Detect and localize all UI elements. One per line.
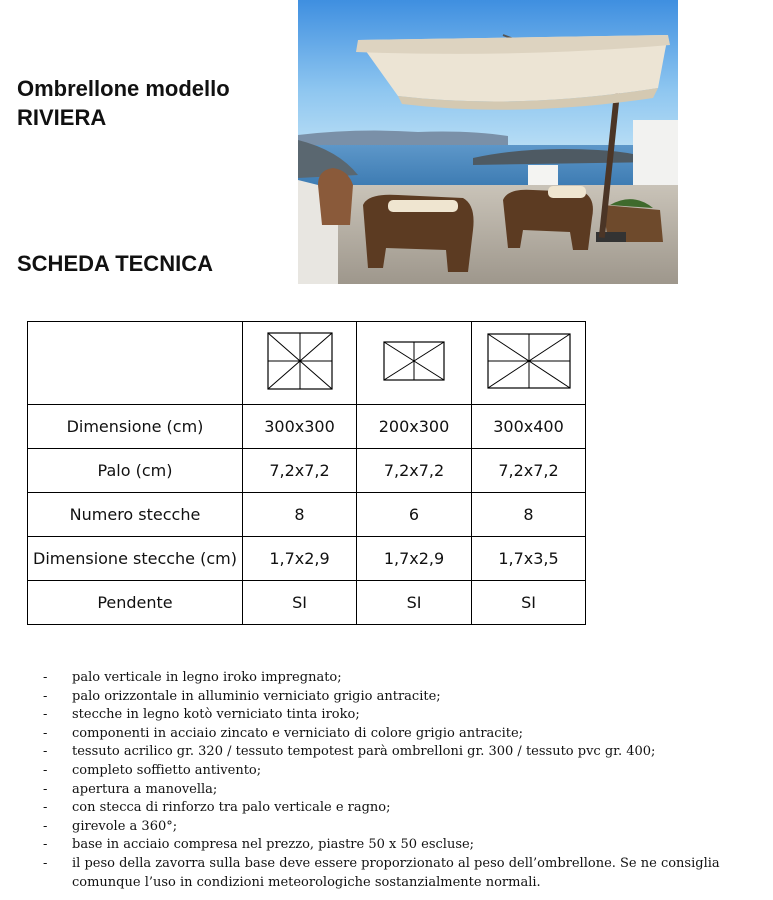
table-cell: 300x400 bbox=[472, 405, 586, 449]
spec-table bbox=[27, 321, 586, 625]
rectangular-umbrella-8-ribs-icon bbox=[487, 333, 571, 389]
list-item-text: base in acciaio compresa nel prezzo, piastre 50 x 50 escluse; bbox=[72, 837, 475, 853]
list-item-text: componenti in acciaio zincato e verniciato di colore grigio antracite; bbox=[72, 725, 524, 741]
list-bullet: - bbox=[43, 688, 48, 704]
table-cell: 200x300 bbox=[357, 405, 472, 449]
table-cell: 7,2x7,2 bbox=[243, 449, 357, 493]
list-bullet: - bbox=[43, 707, 48, 723]
rectangular-umbrella-6-ribs-icon bbox=[383, 341, 445, 381]
list-bullet: - bbox=[43, 837, 48, 853]
list-item bbox=[43, 855, 755, 892]
table-row bbox=[28, 493, 586, 537]
list-item bbox=[43, 762, 755, 781]
row-label: Palo (cm) bbox=[28, 449, 243, 493]
list-bullet: - bbox=[43, 800, 48, 816]
list-item-text: il peso della zavorra sulla base deve essere proporzionato al peso dell’ombrellone. Se ne consiglia comunque l’uso in condizioni meteorologiche sostanzialmente normali. bbox=[72, 855, 720, 890]
square-umbrella-8-ribs-icon bbox=[267, 332, 333, 390]
list-item bbox=[43, 706, 755, 725]
table-cell: SI bbox=[472, 581, 586, 625]
list-item bbox=[43, 669, 755, 688]
table-cell: 7,2x7,2 bbox=[472, 449, 586, 493]
list-item bbox=[43, 725, 755, 744]
list-item-text: completo soffietto antivento; bbox=[72, 762, 262, 778]
table-cell: 8 bbox=[472, 493, 586, 537]
list-item-text: apertura a manovella; bbox=[72, 781, 218, 797]
list-item-text: girevole a 360°; bbox=[72, 818, 178, 834]
product-photo bbox=[298, 0, 678, 284]
list-item bbox=[43, 818, 755, 837]
section-title: SCHEDA TECNICA bbox=[17, 251, 213, 276]
list-item-text: stecche in legno kotò verniciato tinta iroko; bbox=[72, 707, 360, 723]
feature-list bbox=[43, 669, 755, 892]
table-cell: SI bbox=[357, 581, 472, 625]
list-bullet: - bbox=[43, 725, 48, 741]
table-cell: SI bbox=[243, 581, 357, 625]
row-label: Dimensione (cm) bbox=[28, 405, 243, 449]
table-cell bbox=[357, 322, 472, 405]
list-item bbox=[43, 799, 755, 818]
list-item bbox=[43, 836, 755, 855]
list-item bbox=[43, 781, 755, 800]
list-item-text: palo orizzontale in alluminio verniciato grigio antracite; bbox=[72, 688, 441, 704]
table-cell: 1,7x2,9 bbox=[357, 537, 472, 581]
row-label: Pendente bbox=[28, 581, 243, 625]
table-corner-cell bbox=[28, 322, 243, 405]
table-row bbox=[28, 537, 586, 581]
list-item-text: tessuto acrilico gr. 320 / tessuto tempotest parà ombrelloni gr. 300 / tessuto pvc gr. 400; bbox=[72, 744, 656, 760]
table-cell: 1,7x3,5 bbox=[472, 537, 586, 581]
table-row bbox=[28, 449, 586, 493]
table-row bbox=[28, 322, 586, 405]
list-bullet: - bbox=[43, 781, 48, 797]
table-cell: 6 bbox=[357, 493, 472, 537]
umbrella-terrace-photo bbox=[298, 0, 678, 284]
table-cell: 8 bbox=[243, 493, 357, 537]
product-title-line1: Ombrellone modello bbox=[17, 76, 230, 101]
table-cell bbox=[243, 322, 357, 405]
list-item-text: palo verticale in legno iroko impregnato; bbox=[72, 670, 342, 685]
list-bullet: - bbox=[43, 744, 48, 760]
list-item bbox=[43, 743, 755, 762]
table-row bbox=[28, 405, 586, 449]
list-item bbox=[43, 688, 755, 707]
row-label: Dimensione stecche (cm) bbox=[28, 537, 243, 581]
list-item-text: con stecca di rinforzo tra palo verticale e ragno; bbox=[72, 800, 391, 816]
list-bullet: - bbox=[43, 855, 48, 871]
table-cell: 7,2x7,2 bbox=[357, 449, 472, 493]
list-bullet: - bbox=[43, 670, 48, 685]
table-row bbox=[28, 581, 586, 625]
list-bullet: - bbox=[43, 762, 48, 778]
table-cell bbox=[472, 322, 586, 405]
table-cell: 300x300 bbox=[243, 405, 357, 449]
table-cell: 1,7x2,9 bbox=[243, 537, 357, 581]
row-label: Numero stecche bbox=[28, 493, 243, 537]
list-bullet: - bbox=[43, 818, 48, 834]
product-title bbox=[17, 74, 230, 132]
product-title-line2: RIVIERA bbox=[17, 105, 107, 130]
